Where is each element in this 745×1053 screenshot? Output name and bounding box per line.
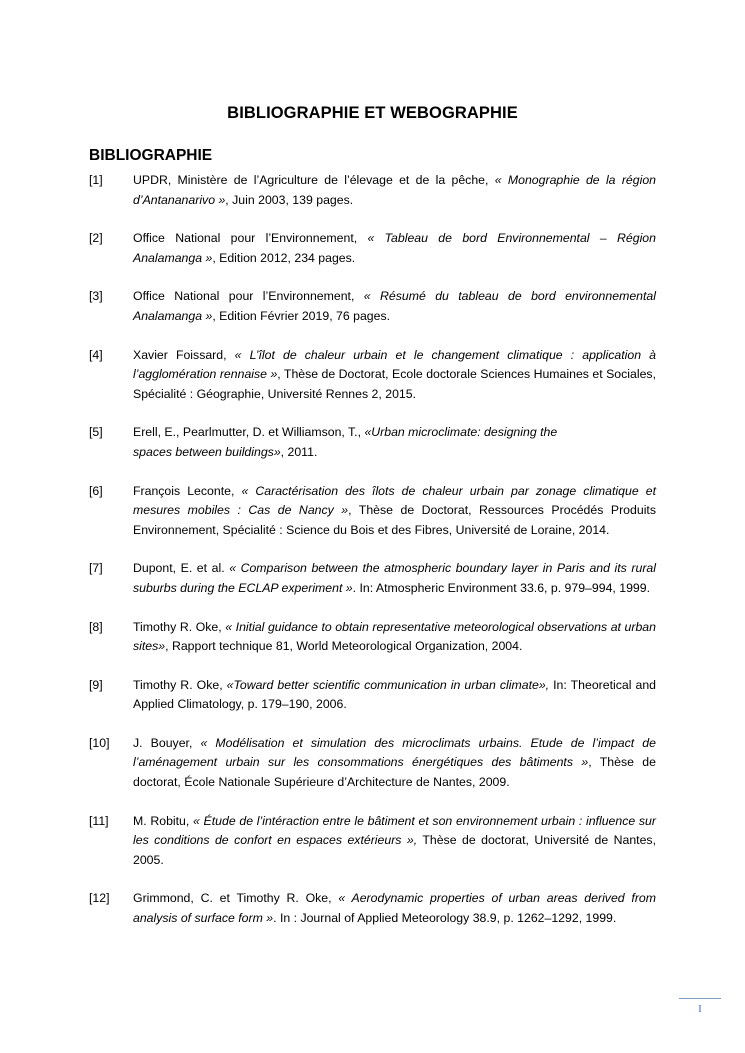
reference-item	[89, 287, 656, 326]
reference-details: , Rapport technique 81, World Meteorological Organization, 2004.	[165, 639, 523, 654]
reference-title: « Tableau de bord Environnemental – Région Analamanga »	[133, 231, 656, 265]
reference-title: «Toward better scientific communication in urban climate»,	[226, 677, 550, 692]
footer-divider	[679, 998, 721, 999]
reference-list	[89, 171, 656, 929]
reference-text	[133, 423, 656, 462]
reference-text	[133, 889, 656, 928]
reference-text	[133, 229, 656, 268]
page-number: I	[698, 1003, 702, 1015]
reference-text	[133, 171, 656, 210]
reference-title: « Modélisation et simulation des microclimats urbains. Etude de l’impact de l’aménagement urbain sur les consommations énergétiques des bâtiments »	[133, 735, 656, 770]
reference-text	[133, 812, 656, 871]
reference-authors: Office National pour l’Environnement,	[133, 289, 364, 304]
reference-item	[89, 423, 656, 462]
reference-number: [4]	[89, 347, 103, 362]
section-title-bibliographie: BIBLIOGRAPHIE	[89, 147, 213, 164]
page-title: BIBLIOGRAPHIE ET WEBOGRAPHIE	[227, 104, 518, 122]
reference-item	[89, 559, 656, 598]
reference-details: , Thèse de Doctorat, Ressources Procédés Produits Environnement, Spécialité : Science du Bois et des Fibres, Université de Loraine, 2014.	[133, 503, 656, 537]
reference-authors: François Leconte,	[133, 483, 242, 498]
reference-item	[89, 676, 656, 715]
reference-item	[89, 734, 656, 793]
reference-details: , Thèse de Doctorat, Ecole doctorale Sciences Humaines et Sociales, Spécialité : Géographie, Université Rennes 2, 2015.	[133, 367, 656, 401]
reference-details: , Edition Février 2019, 76 pages.	[212, 308, 391, 323]
reference-text	[133, 559, 656, 598]
reference-number: [2]	[89, 231, 103, 246]
reference-details: . In : Journal of Applied Meteorology 38.9, p. 1262–1292, 1999.	[273, 911, 617, 926]
reference-title: « Étude de l’intéraction entre le bâtiment et son environnement urbain : influence sur les conditions de confort en espaces extérieurs »,	[133, 813, 656, 848]
reference-title: « L’îlot de chaleur urbain et le changement climatique : application à l’agglomération rennaise »	[133, 347, 657, 382]
reference-number: [12]	[89, 891, 110, 906]
reference-item	[89, 346, 656, 405]
reference-number: [8]	[89, 619, 103, 634]
reference-title: « Monographie de la région d’Antananarivo »	[133, 173, 656, 207]
reference-details: In: Theoretical and Applied Climatology, p. 179–190, 2006.	[133, 677, 657, 712]
reference-text	[133, 618, 656, 657]
reference-details: , Edition 2012, 234 pages.	[212, 250, 356, 265]
reference-details: , Juin 2003, 139 pages.	[225, 192, 354, 207]
reference-item	[89, 171, 656, 210]
reference-item	[89, 618, 656, 657]
reference-details: . In: Atmospheric Environment 33.6, p. 979–994, 1999.	[352, 580, 651, 595]
reference-details: , Thèse de doctorat, École Nationale Supérieure d’Architecture de Nantes, 2009.	[133, 755, 656, 790]
reference-title: « Aerodynamic properties of urban areas derived from analysis of surface form »	[133, 891, 656, 926]
reference-number: [5]	[89, 425, 103, 440]
reference-authors: M. Robitu,	[133, 813, 194, 828]
reference-number: [9]	[89, 677, 103, 692]
reference-authors: UPDR, Ministère de l’Agriculture de l’élevage et de la pêche,	[133, 173, 495, 187]
reference-text	[133, 482, 656, 541]
reference-number: [3]	[89, 289, 103, 304]
reference-item	[89, 482, 656, 541]
reference-title: « Comparison between the atmospheric boundary layer in Paris and its rural suburbs during the ECLAP experiment »	[133, 561, 656, 595]
reference-text	[133, 734, 656, 793]
reference-title: «Urban microclimate: designing the spaces between buildings»	[133, 425, 558, 459]
reference-authors: Xavier Foissard,	[133, 347, 235, 362]
reference-authors: Timothy R. Oke,	[133, 619, 226, 634]
reference-item	[89, 812, 656, 871]
reference-details: Thèse de doctorat, Université de Nantes, 2005.	[133, 833, 656, 867]
reference-title: « Initial guidance to obtain representative meteorological observations at urban sites»	[133, 619, 656, 654]
reference-item	[89, 229, 656, 268]
reference-item	[89, 889, 656, 928]
reference-authors: Grimmond, C. et Timothy R. Oke,	[133, 891, 339, 906]
reference-details: , 2011.	[280, 444, 318, 459]
reference-text	[133, 346, 656, 405]
reference-number: [6]	[89, 483, 103, 498]
reference-number: [11]	[89, 813, 109, 828]
reference-text	[133, 676, 656, 715]
reference-authors: Office National pour l’Environnement,	[133, 231, 368, 246]
reference-title: « Caractérisation des îlots de chaleur urbain par zonage climatique et mesures mobiles : Cas de Nancy »	[133, 483, 656, 518]
reference-number: [7]	[89, 561, 103, 576]
reference-number: [10]	[89, 735, 110, 750]
reference-number: [1]	[89, 173, 103, 187]
reference-authors: Timothy R. Oke,	[133, 677, 227, 692]
reference-authors: Erell, E., Pearlmutter, D. et Williamson, T.,	[133, 425, 365, 440]
reference-text	[133, 287, 656, 326]
reference-authors: Dupont, E. et al.	[133, 561, 230, 576]
reference-authors: J. Bouyer,	[133, 735, 201, 750]
reference-title: « Résumé du tableau de bord environnemental Analamanga »	[133, 289, 656, 323]
